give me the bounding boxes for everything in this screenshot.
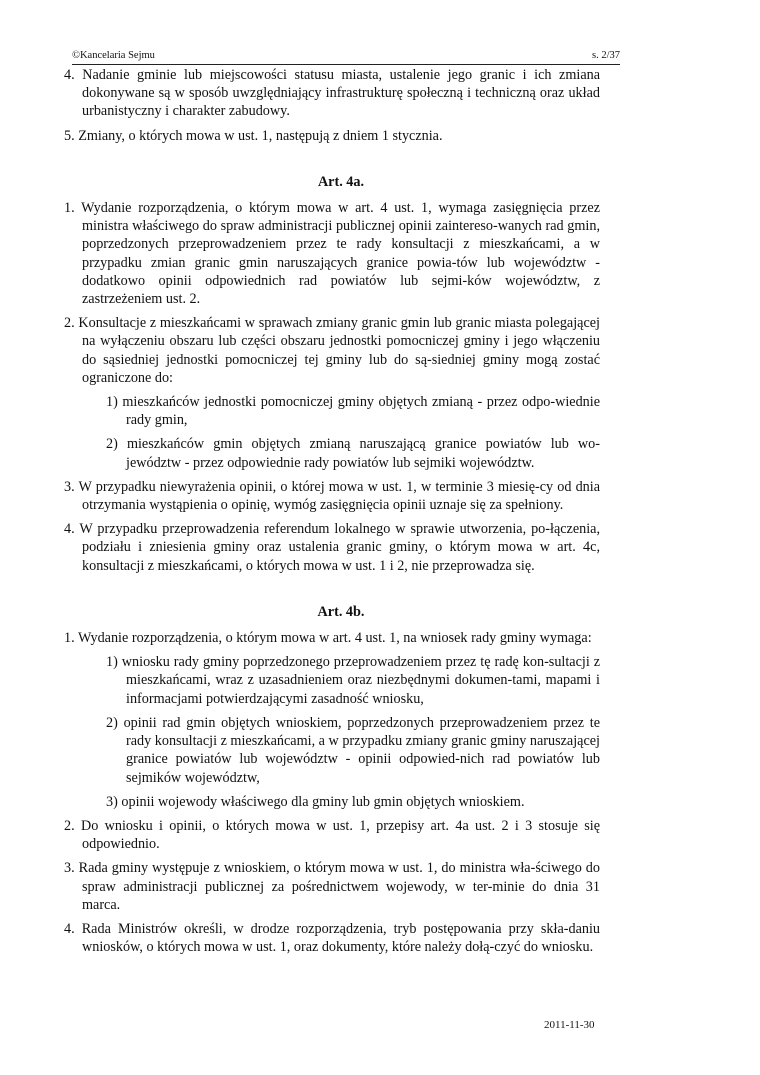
art4a-subitem-2: 2) mieszkańców gmin objętych zmianą naruszającą granice powiatów lub wo-jewództw - przez odpowiednie rady powiatów lub sejmiki województw. [106,436,600,471]
article-4b-title: Art. 4b. [317,603,365,620]
page-header [72,50,620,65]
art4b-subitem-3: 3) opinii wojewody właściwego dla gminy lub gmin objętych wnioskiem. [106,793,525,810]
art4b-item-2: 2. Do wniosku i opinii, o których mowa w ust. 1, przepisy art. 4a ust. 2 i 3 stosuje się odpowiednio. [64,817,600,853]
art4a-subitem-1: 1) mieszkańców jednostki pomocniczej gminy objętych zmianą - przez odpo-wiednie rady gmin, [106,394,601,429]
art4b-item-1: 1. Wydanie rozporządzenia, o którym mowa w art. 4 ust. 1, na wniosek rady gminy wymaga: [64,630,592,647]
header-publisher: ©Kancelaria Sejmu [72,50,155,61]
document-body [64,66,601,956]
art4a-item-4: 4. W przypadku przeprowadzenia referendum lokalnego w sprawie utworzenia, po-łączenia, podziału i zniesienia gminy oraz ustalenia granic gminy, o którym mowa w art. 4c, konsultacji z mieszkańcami, o których mowa w ust. 1 i 2, nie przeprowadza się. [64,521,601,574]
paragraph-5: 5. Zmiany, o których mowa w ust. 1, następują z dniem 1 stycznia. [64,127,443,144]
art4a-item-3: 3. W przypadku niewyrażenia opinii, o której mowa w ust. 1, w terminie 3 miesię-cy od dnia otrzymania wystąpienia o opinię, wymóg zasięgnięcia opinii uznaje się za spełniony. [64,478,600,514]
footer-date: 2011-11-30 [544,1019,595,1031]
paragraph-4: 4. Nadanie gminie lub miejscowości statusu miasta, ustalenie jego granic i ich zmiana dokonywane są w sposób uwzględniający infrastrukturę społeczną i techniczną oraz układ urbanistyczny i charakter zabudowy. [64,67,601,120]
art4a-item-2: 2. Konsultacje z mieszkańcami w sprawach zmiany granic gmin lub granic miasta polegającej na wyłączeniu obszaru lub części obszaru jednostki pomocniczej gminy i jego włączeniu do sąsiedniej jednostki pomocniczej tej gminy lub do są-siedniej gminy mogą zostać ograniczone do: [64,315,600,386]
art4b-item-3: 3. Rada gminy występuje z wnioskiem, o którym mowa w ust. 1, do ministra wła-ściwego do spraw administracji publicznej za pośrednictwem wojewody, w ter-minie do dnia 31 marca. [64,860,600,913]
art4b-subitem-1: 1) wniosku rady gminy poprzedzonego przeprowadzeniem przez tę radę kon-sultacji z mieszkańcami, wraz z uzasadnieniem oraz niezbędnymi dokumen-tami, mapami i informacjami potwierdzającymi zasadność wniosku, [106,654,601,707]
art4b-subitem-2: 2) opinii rad gmin objętych wnioskiem, poprzedzonych przeprowadzeniem przez te rady konsultacji z mieszkańcami, a w przypadku zmiany granic gminy naruszającej granice powiatów lub województw - opinii odpowied-nich rad powiatów lub sejmików województw, [106,714,600,786]
article-4a-title: Art. 4a. [317,173,365,190]
art4b-item-4: 4. Rada Ministrów określi, w drodze rozporządzenia, tryb postępowania przy skła-daniu wniosków, o których mowa w ust. 1, oraz dokumenty, które należy dołą-czyć do wniosku. [64,920,601,956]
header-page-number: s. 2/37 [591,50,620,61]
art4a-item-1: 1. Wydanie rozporządzenia, o którym mowa w art. 4 ust. 1, wymaga zasięgnięcia przez ministra właściwego do spraw administracji publicznej opinii zaintereso-wanych rad gmin, poprzedzonych przeprowadzeniem przez te rady konsultacji z mieszkańcami, a w przypadku zmian granic gmin naruszających granice powia-tów lub województw - dodatkowo opinii odpowiednich rad powiatów lub sejmi-ków województw, z zastrzeżeniem ust. 2. [64,200,600,308]
